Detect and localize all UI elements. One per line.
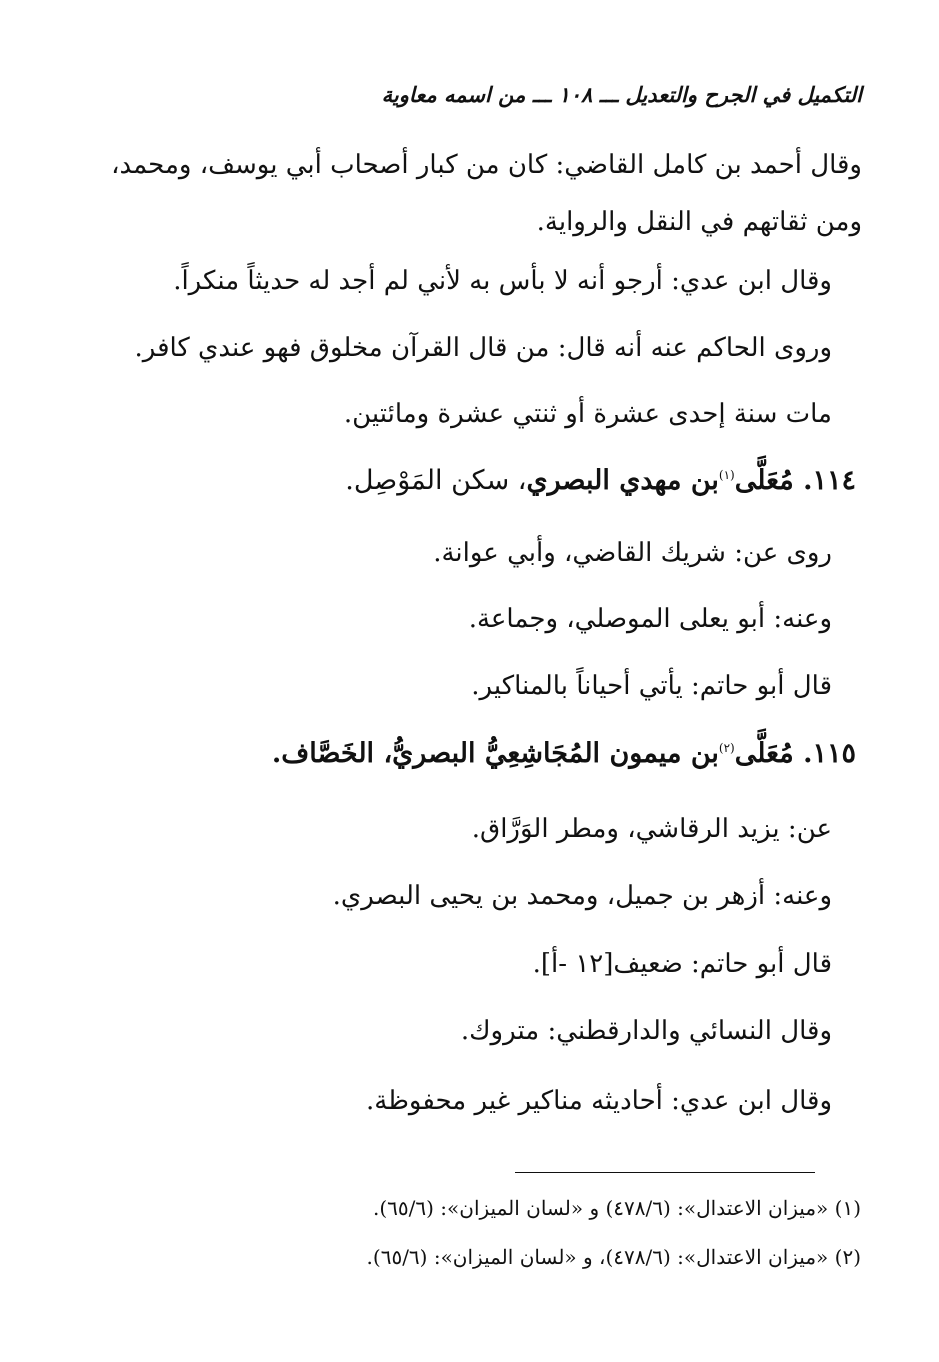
paragraph-line: وروى الحاكم عنه أنه قال: من قال القرآن مخلوق فهو عندي كافر.	[134, 333, 832, 363]
entry-115-heading	[272, 738, 856, 770]
footnote: (١) «ميزان الاعتدال»: (٤٧٨/٦) و «لسان الميزان»: (٦٥/٦).	[372, 1196, 861, 1220]
entry-residence: ، سكن المَوْصِل.	[345, 465, 527, 496]
entry-name: مُعَلَّى	[734, 465, 794, 496]
entry-114-heading	[345, 465, 856, 497]
entry-line: روى عن: شريك القاضي، وأبي عوانة.	[433, 538, 832, 568]
paragraph-line: مات سنة إحدى عشرة أو ثنتي عشرة ومائتين.	[343, 399, 832, 429]
running-header	[382, 82, 862, 107]
entry-number: ١١٥.	[803, 738, 856, 769]
footnote-separator	[515, 1172, 815, 1173]
entry-line: عن: يزيد الرقاشي، ومطر الوَرَّاق.	[471, 814, 832, 844]
paragraph-line: ومن ثقاتهم في النقل والرواية.	[536, 207, 862, 237]
entry-line: قال أبو حاتم: ضعيف[١٢ -أ].	[532, 949, 832, 979]
entry-line: قال أبو حاتم: يأتي أحياناً بالمناكير.	[471, 671, 832, 701]
entry-number: ١١٤.	[803, 465, 856, 496]
header-dash: ـــ	[532, 82, 552, 107]
entry-line: وقال ابن عدي: أحاديثه مناكير غير محفوظة.	[366, 1086, 832, 1116]
header-dash: ـــ	[599, 82, 619, 107]
book-title: التكميل في الجرح والتعديل	[625, 82, 862, 107]
entry-name-rest: بن ميمون المُجَاشِعِيُّ البصريُّ، الخَصَّاف.	[271, 738, 719, 769]
paragraph-line: وقال أحمد بن كامل القاضي: كان من كبار أصحاب أبي يوسف، ومحمد،	[111, 150, 862, 180]
section-title: من اسمه معاوية	[381, 82, 526, 107]
page-number: ١٠٨	[558, 82, 593, 107]
entry-name-rest: بن مهدي البصري	[526, 465, 719, 496]
footnote: (٢) «ميزان الاعتدال»: (٤٧٨/٦)، و «لسان الميزان»: (٦٥/٦).	[366, 1245, 861, 1269]
entry-line: وعنه: أزهر بن جميل، ومحمد بن يحيى البصري.	[332, 881, 832, 911]
entry-line: وقال النسائي والدارقطني: متروك.	[460, 1016, 832, 1046]
footnote-ref: (٢)	[718, 741, 735, 755]
paragraph-line: وقال ابن عدي: أرجو أنه لا بأس به لأني لم أجد له حديثاً منكراً.	[173, 266, 832, 296]
entry-line: وعنه: أبو يعلى الموصلي، وجماعة.	[468, 604, 832, 634]
footnote-ref: (١)	[718, 468, 735, 482]
entry-name: مُعَلَّى	[734, 738, 794, 769]
